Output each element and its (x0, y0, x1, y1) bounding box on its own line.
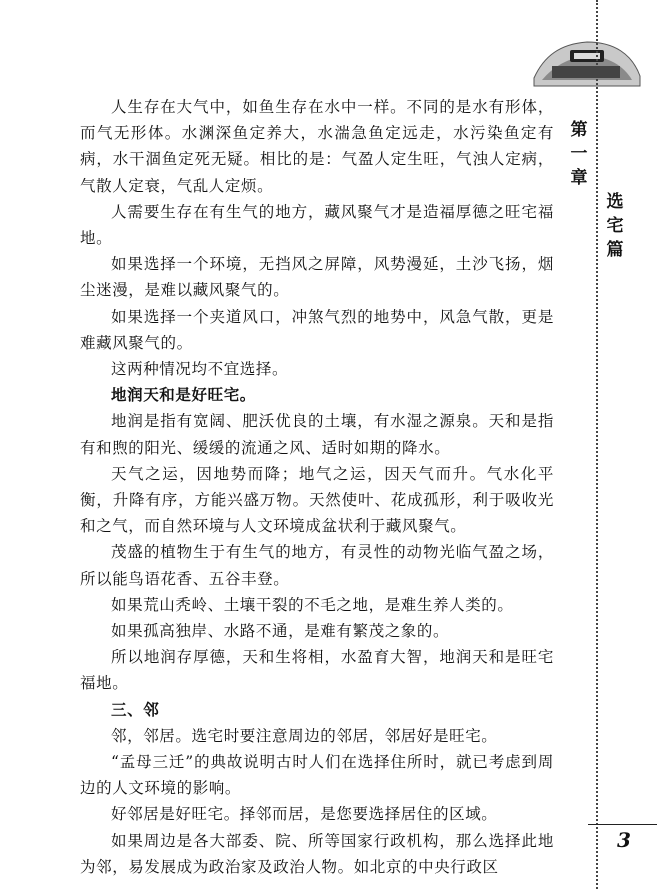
margin-dotted-divider (596, 0, 598, 889)
footer-rule (588, 824, 657, 825)
paragraph: 人需要生存在有生气的地方，藏风聚气才是造福厚德之旺宅福地。 (80, 202, 554, 248)
book-emblem-icon (532, 36, 642, 88)
paragraph: 茂盛的植物生于有生气的地方，有灵性的动物光临气盈之场，所以能鸟语花香、五谷丰登。 (80, 543, 554, 588)
chapter-label: 第一章 (570, 120, 588, 188)
body-text (80, 94, 554, 880)
paragraph: 所以地润存厚德，天和生将相，水盈育大智，地润天和是旺宅福地。 (80, 648, 554, 693)
section-heading: 三、邻 (111, 700, 160, 719)
paragraph: 如果荒山秃岭、土壤干裂的不毛之地，是难生养人类的。 (111, 595, 514, 614)
section-label: 选宅篇 (606, 192, 624, 260)
page-number: 3 (617, 828, 631, 852)
paragraph: 如果选择一个环境，无挡风之屏障，风势漫延，土沙飞扬，烟尘迷漫，是难以藏风聚气的。 (80, 255, 554, 300)
paragraph: 邻，邻居。选宅时要注意周边的邻居，邻居好是旺宅。 (111, 726, 498, 745)
paragraph: 这两种情况均不宜选择。 (111, 360, 289, 379)
paragraph: 地润是指有宽阔、肥沃优良的土壤，有水湿之源泉。天和是指有和煦的阳光、缓缓的流通之风、适时如期的降水。 (80, 412, 554, 457)
paragraph: 如果周边是各大部委、院、所等国家行政机构，那么选择此地为邻，易发展成为政治家及政治人物。如北京的中央行政区 (80, 831, 554, 876)
paragraph: 好邻居是好旺宅。择邻而居，是您要选择居住的区域。 (111, 805, 498, 824)
paragraph: 如果孤高独岸、水路不通，是难有繁茂之象的。 (111, 622, 450, 641)
paragraph: “孟母三迁”的典故说明古时人们在选择住所时，就已考虑到周边的人文环境的影响。 (80, 753, 554, 798)
paragraph: 天气之运，因地势而降；地气之运，因天气而升。气水化平衡，升降有序，方能兴盛万物。天然使叶、花成孤形，利于吸收光和之气，而自然环境与人文环境成盆状利于藏风聚气。 (80, 464, 554, 536)
paragraph: 人生存在大气中，如鱼生存在水中一样。不同的是水有形体，而气无形体。水渊深鱼定养大，水湍急鱼定远走，水污染鱼定有病，水干涸鱼定死无疑。相比的是：气盈人定生旺，气浊人定病，气散人定衰，气乱人定烦。 (80, 98, 554, 195)
subheading: 地润天和是好旺宅。 (111, 386, 256, 405)
paragraph: 如果选择一个夹道风口，冲煞气烈的地势中，风急气散，更是难藏风聚气的。 (80, 307, 554, 352)
